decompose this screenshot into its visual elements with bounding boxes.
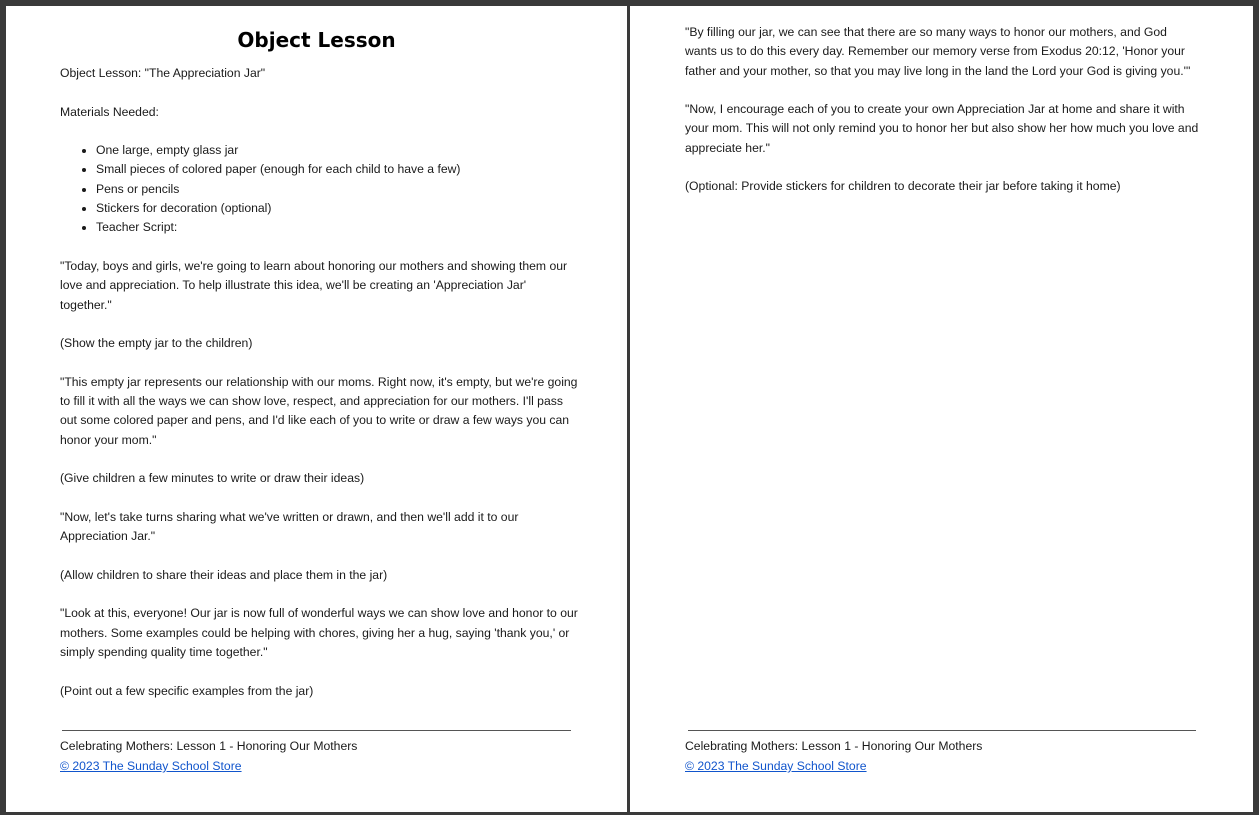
list-item: • Teacher Script:	[96, 218, 580, 237]
page-right	[630, 6, 1253, 812]
list-item: • Stickers for decoration (optional)	[96, 199, 580, 218]
paragraph: (Show the empty jar to the children)	[60, 336, 253, 351]
paragraph: "This empty jar represents our relationship with our moms. Right now, it's empty, but we're going to fill it with all the ways we can show love, respect, and appreciation for our mothers. I'll pass out some colored paper and pens, and I'd like each of you to write or draw a few ways you can honor your mom."	[60, 374, 578, 447]
footer-title: Celebrating Mothers: Lesson 1 - Honoring Our Mothers	[685, 739, 983, 753]
page-left	[6, 6, 627, 812]
paragraph: (Give children a few minutes to write or draw their ideas)	[60, 471, 365, 486]
page-footer	[60, 736, 357, 776]
page-left-content	[60, 64, 580, 720]
footer-title: Celebrating Mothers: Lesson 1 - Honoring Our Mothers	[60, 739, 358, 753]
page-title: Object Lesson	[237, 28, 396, 52]
copyright-link[interactable]: © 2023 The Sunday School Store	[60, 759, 242, 773]
paragraph: "Now, I encourage each of you to create your own Appreciation Jar at home and share it with your mom. This will not only remind you to honor her but also show her how much you love and appreciate her."	[685, 102, 1199, 155]
materials-heading: Materials Needed:	[60, 104, 159, 119]
footer-divider	[688, 730, 1196, 731]
paragraph: (Optional: Provide stickers for children to decorate their jar before taking it home)	[685, 179, 1121, 194]
paragraph: "Look at this, everyone! Our jar is now full of wonderful ways we can show love and honor to our mothers. Some examples could be helping with chores, giving her a hug, saying 'thank you,' or simply spending quality time together."	[60, 606, 578, 659]
page-right-content	[685, 23, 1200, 216]
paragraph: "Now, let's take turns sharing what we've written or drawn, and then we'll add it to our Appreciation Jar."	[60, 509, 519, 544]
paragraph: (Point out a few specific examples from the jar)	[60, 683, 314, 698]
page-footer	[685, 736, 982, 776]
list-item: • Pens or pencils	[96, 180, 580, 199]
paragraph: "Today, boys and girls, we're going to learn about honoring our mothers and showing them our love and appreciation. To help illustrate this idea, we'll be creating an 'Appreciation Jar' together."	[60, 258, 568, 312]
lesson-line: Object Lesson: "The Appreciation Jar"	[60, 66, 266, 80]
paragraph: "By filling our jar, we can see that there are so many ways to honor our mothers, and God wants us to do this every day. Remember our memory verse from Exodus 20:12, 'Honor your father and your mother, so that you may live long in the land the Lord your God is giving you.'"	[685, 25, 1191, 78]
list-item: • Small pieces of colored paper (enough for each child to have a few)	[96, 160, 580, 179]
footer-divider	[62, 730, 571, 731]
list-item: • One large, empty glass jar	[96, 141, 580, 160]
paragraph: (Allow children to share their ideas and place them in the jar)	[60, 567, 388, 582]
copyright-link[interactable]: © 2023 The Sunday School Store	[685, 759, 867, 773]
materials-list	[60, 141, 580, 237]
